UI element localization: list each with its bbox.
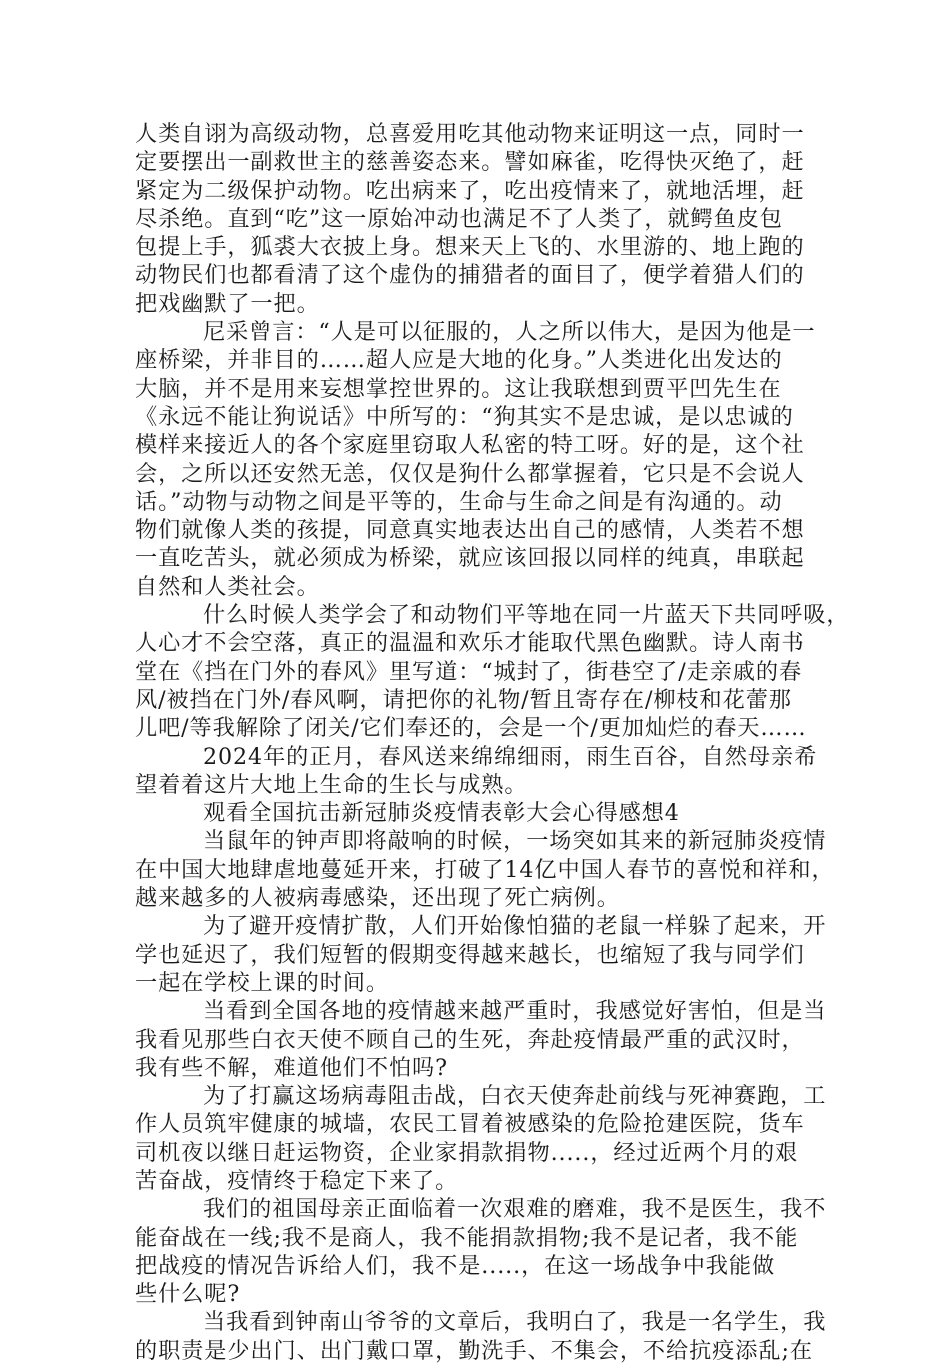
text-line: 能奋战在一线;我不是商人，我不能捐款捐物;我不是记者，我不能 [135, 1224, 799, 1251]
text-line: 越来越多的人被病毒感染，还出现了死亡病例。 [135, 885, 620, 912]
text-line: 大脑，并不是用来妄想掌控世界的。这让我联想到贾平凹先生在 [135, 375, 782, 402]
text-line: 观看全国抗击新冠肺炎疫情表彰大会心得感想4 [203, 800, 680, 827]
text-line: 儿吧/等我解除了闭关/它们奉还的，会是一个/更加灿烂的春天…… [135, 715, 807, 742]
text-line: 座桥梁，并非目的……超人应是大地的化身。”人类进化出发达的 [135, 347, 783, 374]
text-line: 尽杀绝。直到“吃”这一原始冲动也满足不了人类了，就鳄鱼皮包 [135, 205, 783, 232]
text-line: 堂在《挡在门外的春风》里写道：“城封了，街巷空了/走亲戚的春 [135, 658, 803, 685]
text-line: 苦奋战，疫情终于稳定下来了。 [135, 1167, 459, 1194]
text-line: 话。”动物与动物之间是平等的，生命与生命之间是有沟通的。动 [135, 488, 783, 515]
text-line: 学也延迟了，我们短暂的假期变得越来越长，也缩短了我与同学们 [135, 941, 805, 968]
text-line: 司机夜以继日赶运物资，企业家捐款捐物.....，经过近两个月的艰 [135, 1139, 799, 1166]
text-line: 《永远不能让狗说话》中所写的：“狗其实不是忠诚，是以忠诚的 [135, 403, 794, 430]
text-line: 望着着这片大地上生命的生长与成熟。 [135, 771, 528, 798]
text-line: 当看到全国各地的疫情越来越严重时，我感觉好害怕，但是当 [203, 998, 827, 1025]
text-line: 什么时候人类学会了和动物们平等地在同一片蓝天下共同呼吸， [203, 602, 850, 629]
text-line: 物们就像人类的孩提，同意真实地表达出自己的感情，人类若不想 [135, 517, 805, 544]
text-line: 包提上手，狐裘大衣披上身。想来天上飞的、水里游的、地上跑的 [135, 234, 805, 261]
text-line: 把战疫的情况告诉给人们，我不是.....，在这一场战争中我能做 [135, 1252, 776, 1279]
text-line: 当我看到钟南山爷爷的文章后，我明白了，我是一名学生，我 [203, 1309, 827, 1336]
document-body [135, 120, 850, 1365]
text-line: 模样来接近人的各个家庭里窃取人私密的特工呀。好的是，这个社 [135, 432, 805, 459]
text-line: 为了打赢这场病毒阻击战，白衣天使奔赴前线与死神赛跑，工 [203, 1083, 827, 1110]
text-line: 2024年的正月，春风送来绵绵细雨，雨生百谷，自然母亲希 [203, 743, 818, 770]
text-line: 定要摆出一副救世主的慈善姿态来。譬如麻雀，吃得快灭绝了，赶 [135, 149, 805, 176]
text-line: 人心才不会空落，真正的温温和欢乐才能取代黑色幽默。诗人南书 [135, 630, 805, 657]
text-line: 风/被挡在门外/春风啊，请把你的礼物/暂且寄存在/柳枝和花蕾那 [135, 686, 792, 713]
text-line: 为了避开疫情扩散，人们开始像怕猫的老鼠一样躲了起来，开 [203, 913, 827, 940]
text-line: 当鼠年的钟声即将敲响的时候，一场突如其来的新冠肺炎疫情 [203, 828, 827, 855]
text-line: 一起在学校上课的时间。 [135, 969, 389, 996]
text-line: 尼采曾言：“人是可以征服的，人之所以伟大，是因为他是一 [203, 319, 816, 346]
text-line: 我们的祖国母亲正面临着一次艰难的磨难，我不是医生，我不 [203, 1196, 827, 1223]
text-line: 的职责是少出门、出门戴口罩，勤洗手、不集会，不给抗疫添乱;在 [135, 1337, 813, 1364]
text-line: 把戏幽默了一把。 [135, 290, 320, 317]
text-line: 在中国大地肆虐地蔓延开来，打破了14亿中国人春节的喜悦和祥和， [135, 856, 835, 883]
text-line: 我看见那些白衣天使不顾自己的生死，奔赴疫情最严重的武汉时， [135, 1026, 805, 1053]
text-line: 作人员筑牢健康的城墙，农民工冒着被感染的危险抢建医院，货车 [135, 1111, 805, 1138]
text-line: 自然和人类社会。 [135, 573, 320, 600]
text-line: 一直吃苦头，就必须成为桥梁，就应该回报以同样的纯真，串联起 [135, 545, 805, 572]
text-line: 动物民们也都看清了这个虚伪的捕猎者的面目了，便学着猎人们的 [135, 262, 805, 289]
text-line: 些什么呢? [135, 1281, 241, 1308]
text-line: 人类自诩为高级动物，总喜爱用吃其他动物来证明这一点，同时一 [135, 121, 805, 147]
text-line: 紧定为二级保护动物。吃出病来了，吃出疫情来了，就地活埋，赶 [135, 177, 805, 204]
text-line: 我有些不解，难道他们不怕吗? [135, 1054, 448, 1081]
text-line: 会，之所以还安然无恙，仅仅是狗什么都掌握着，它只是不会说人 [135, 460, 805, 487]
